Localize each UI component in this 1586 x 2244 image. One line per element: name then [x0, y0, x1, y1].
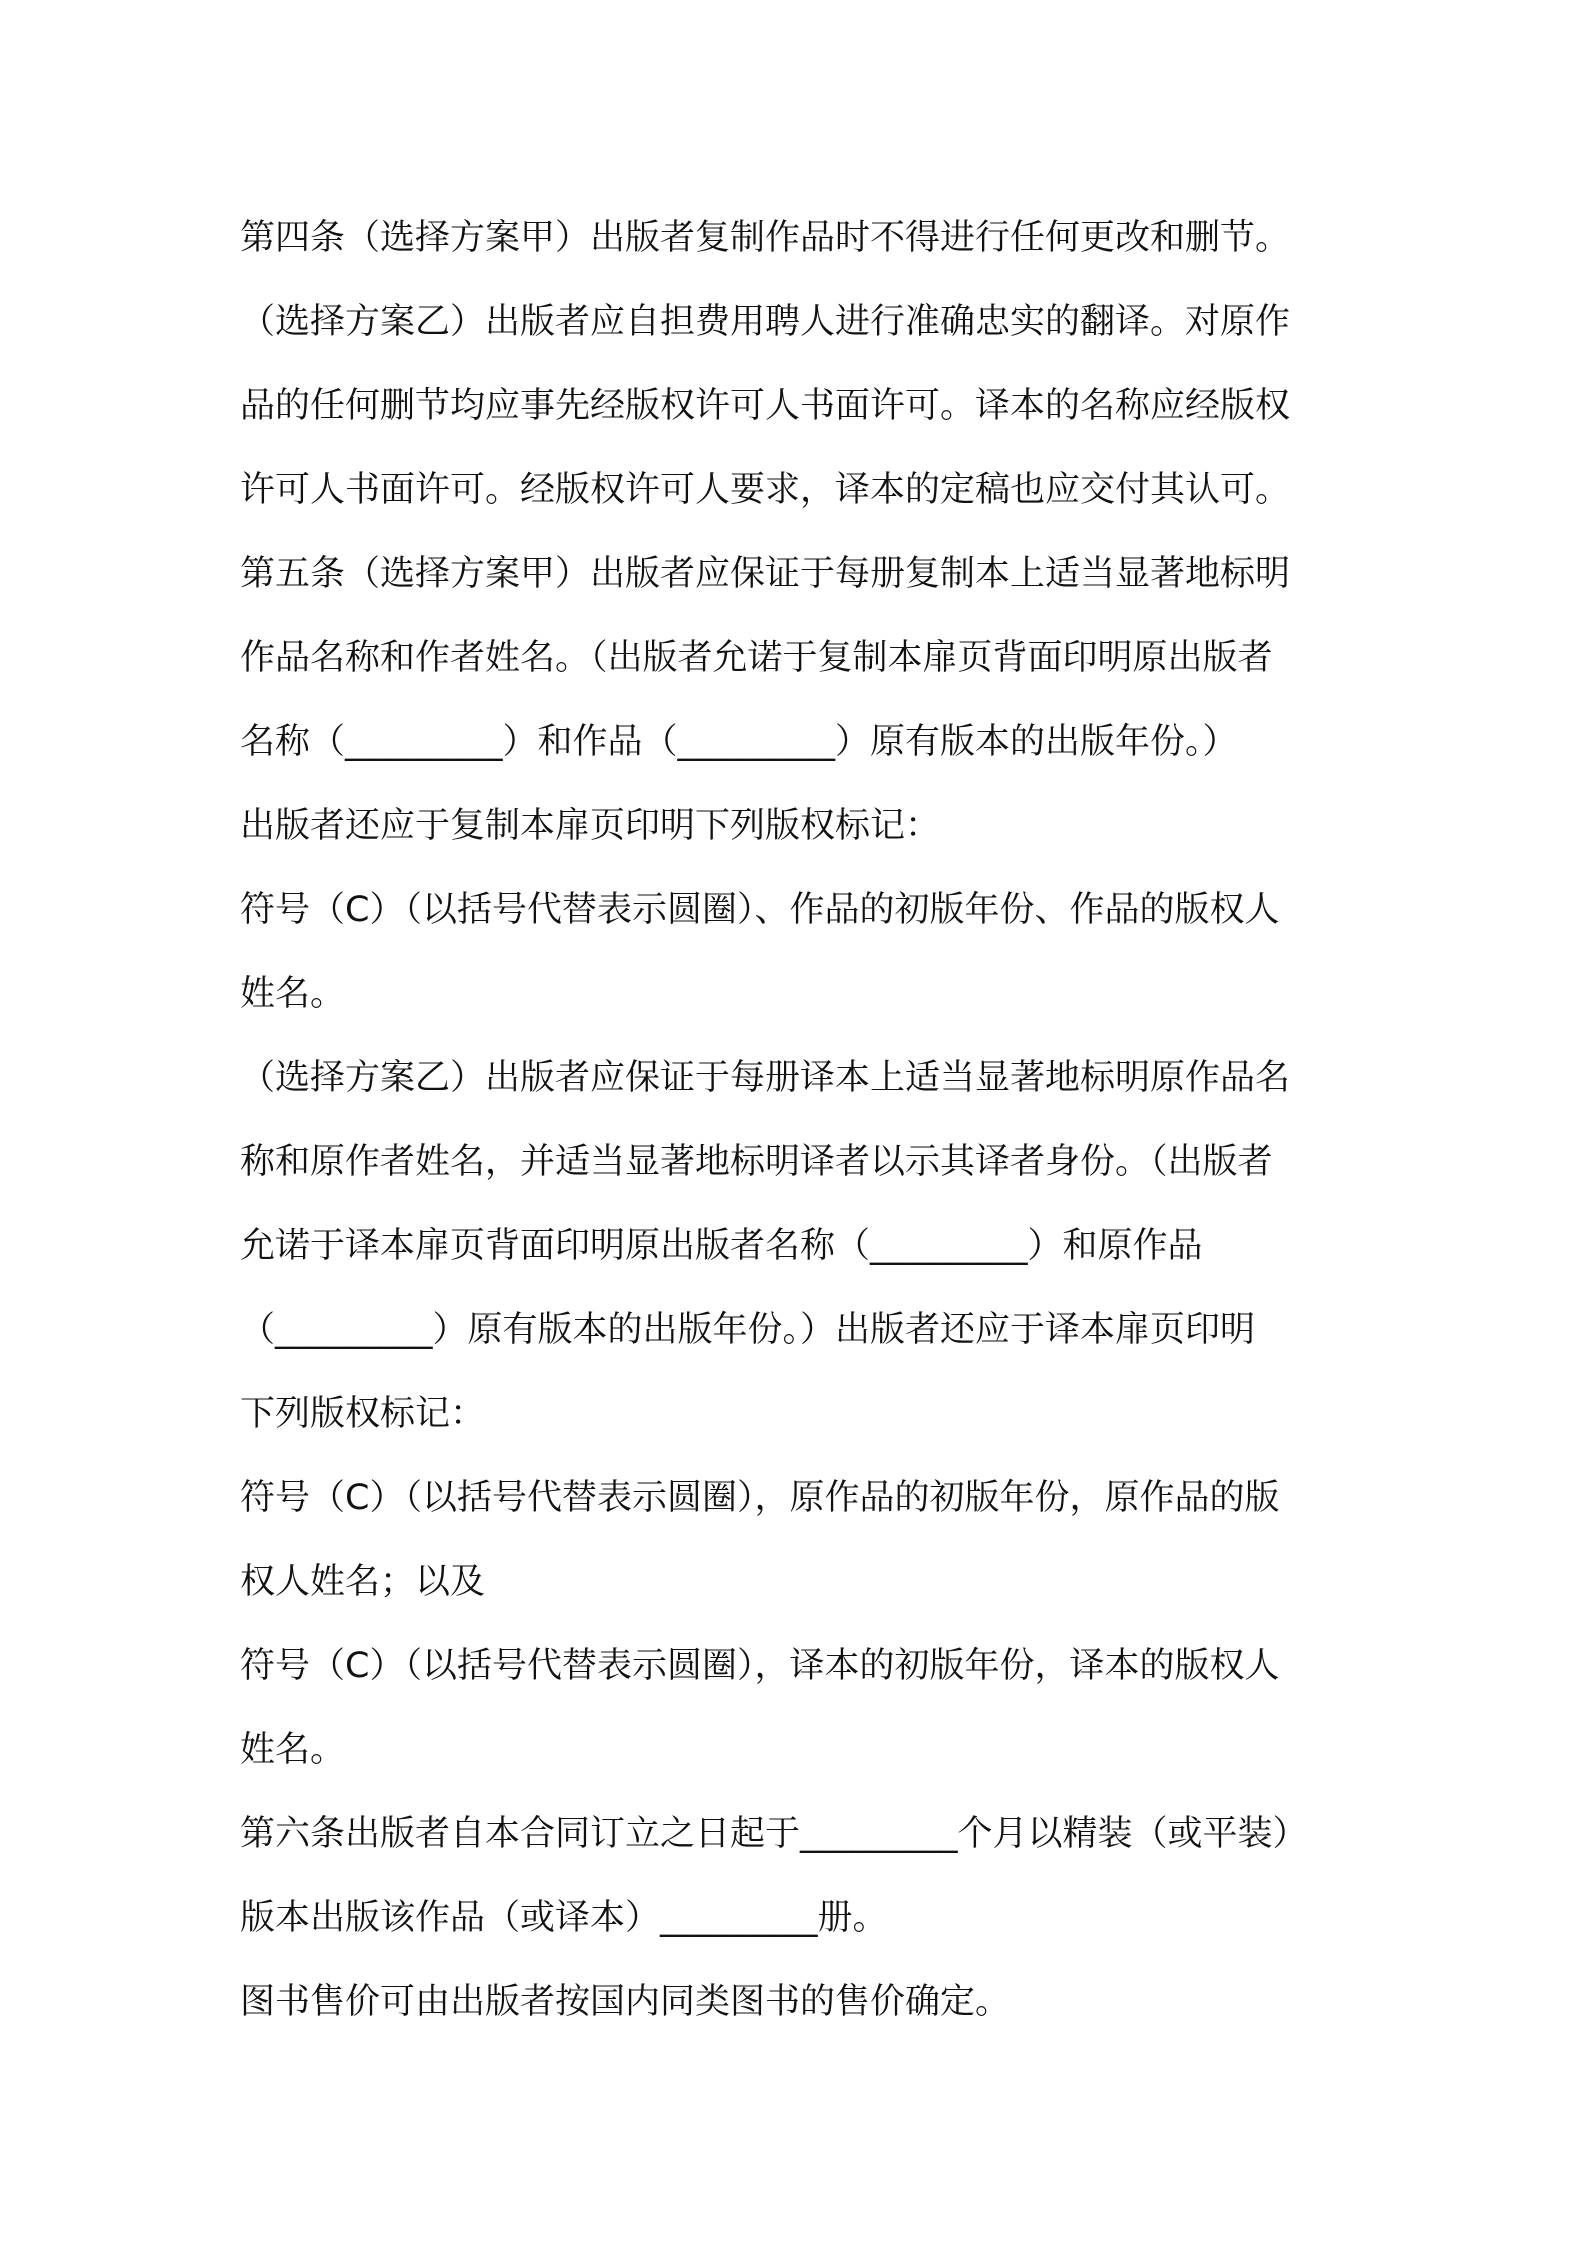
text-line: 图书售价可由出版者按国内同类图书的售价确定。: [240, 1982, 1011, 2022]
text-line: 称和原作者姓名，并适当显著地标明译者以示其译者身份。（出版者: [240, 1142, 1273, 1182]
text-line: 下列版权标记：: [240, 1394, 486, 1434]
text-line: 符号（C）（以括号代替表示圆圈），原作品的初版年份，原作品的版: [240, 1478, 1280, 1518]
text-line: 作品名称和作者姓名。（出版者允诺于复制本扉页背面印明原出版者: [240, 638, 1273, 678]
text-line: 品的任何删节均应事先经版权许可人书面许可。译本的名称应经版权: [240, 386, 1291, 426]
text-line: 姓名。: [240, 1730, 346, 1770]
text-line: 出版者还应于复制本扉页印明下列版权标记：: [240, 806, 941, 846]
contract-text-body: [240, 196, 1370, 2044]
text-line: 权人姓名；以及: [240, 1562, 486, 1602]
text-line: （选择方案乙）出版者应自担费用聘人进行准确忠实的翻译。对原作: [240, 302, 1291, 342]
text-line: 符号（C）（以括号代替表示圆圈）、作品的初版年份、作品的版权人: [240, 890, 1280, 930]
text-line: （选择方案乙）出版者应保证于每册译本上适当显著地标明原作品名: [240, 1058, 1291, 1098]
text-line: 符号（C）（以括号代替表示圆圈），译本的初版年份，译本的版权人: [240, 1646, 1280, 1686]
text-line: 许可人书面许可。经版权许可人要求，译本的定稿也应交付其认可。: [240, 470, 1291, 510]
text-line: 允诺于译本扉页背面印明原出版者名称（_________）和原作品: [240, 1226, 1203, 1266]
text-line: （_________）原有版本的出版年份。）出版者还应于译本扉页印明: [240, 1310, 1256, 1350]
text-line: 姓名。: [240, 974, 346, 1014]
text-line: 第六条出版者自本合同订立之日起于_________个月以精装（或平装）: [240, 1814, 1308, 1854]
text-line: 第五条（选择方案甲）出版者应保证于每册复制本上适当显著地标明: [240, 554, 1291, 594]
text-line: 名称（_________）和作品（_________）原有版本的出版年份。）: [240, 722, 1238, 762]
text-line: 版本出版该作品（或译本）_________册。: [240, 1898, 888, 1938]
text-line: 第四条（选择方案甲）出版者复制作品时不得进行任何更改和删节。: [240, 218, 1291, 258]
